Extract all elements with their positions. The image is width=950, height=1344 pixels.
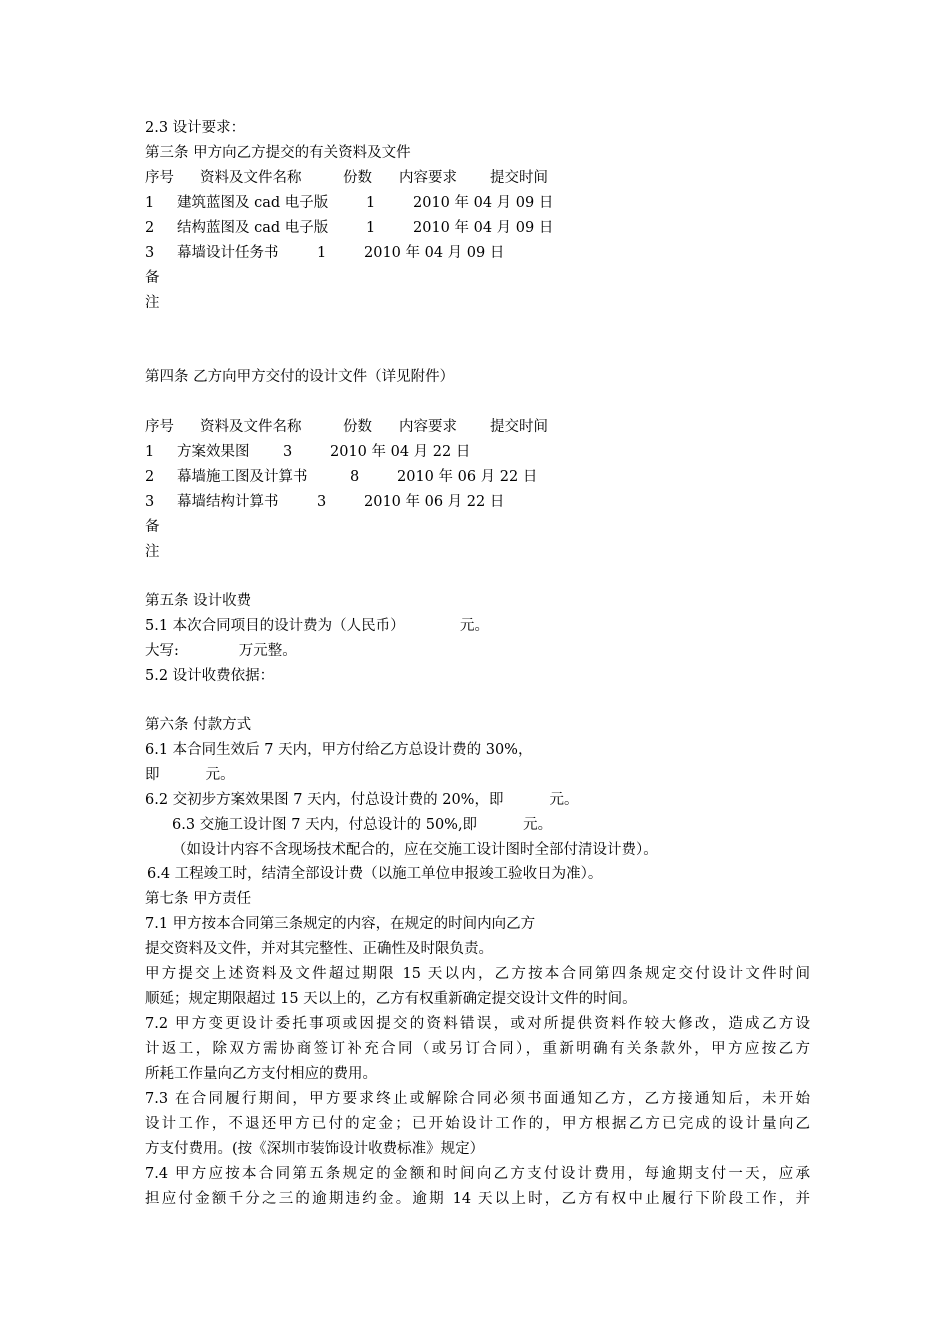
- paragraph-line: 7.4 甲方应按本合同第五条规定的金额和时间向乙方支付设计费用，每逾期支付一天，应承: [145, 1166, 810, 1182]
- col-header-content: 内容要求: [399, 419, 457, 435]
- remark-label: 备: [145, 519, 160, 535]
- remark-label: 注: [145, 544, 160, 560]
- paragraph-line: 顺延；规定期限超过 15 天以上的，乙方有权重新确定提交设计文件的时间。: [145, 991, 637, 1007]
- row-date: 2010 年 04 月 22 日: [330, 444, 471, 460]
- text-line: 即 元。: [145, 767, 235, 783]
- row-qty: 1: [366, 220, 376, 236]
- row-date: 2010 年 06 月 22 日: [364, 494, 505, 510]
- paragraph-line: 设计工作，不退还甲方已付的定金；已开始设计工作的，甲方根据乙方已完成的设计量向乙: [145, 1116, 810, 1132]
- paragraph-line: 7.3 在合同履行期间，甲方要求终止或解除合同必须书面通知乙方，乙方接通知后，未开始: [145, 1091, 810, 1107]
- col-header-name: 资料及文件名称: [200, 170, 302, 186]
- row-no: 3: [145, 494, 155, 510]
- col-header-content: 内容要求: [399, 170, 457, 186]
- paragraph-line: 担应付金额千分之三的逾期违约金。逾期 14 天以上时，乙方有权中止履行下阶段工作，并: [145, 1191, 810, 1207]
- row-qty: 1: [317, 245, 327, 261]
- article-5-title: 第五条 设计收费: [145, 593, 252, 609]
- row-name: 幕墙设计任务书: [177, 245, 279, 261]
- text-line: 5.1 本次合同项目的设计费为（人民币） 元。: [145, 618, 489, 634]
- row-no: 1: [145, 195, 155, 211]
- text-line: 提交资料及文件，并对其完整性、正确性及时限负责。: [145, 941, 493, 957]
- paragraph-line: 7.2 甲方变更设计委托事项或因提交的资料错误，或对所提供资料作较大修改，造成乙方设: [145, 1016, 810, 1032]
- text-line: 5.2 设计收费依据：: [145, 668, 275, 684]
- col-header-date: 提交时间: [490, 170, 548, 186]
- text-line: （如设计内容不含现场技术配合的，应在交施工设计图时全部付清设计费）。: [172, 842, 658, 858]
- row-name: 结构蓝图及 cad 电子版: [177, 220, 329, 236]
- row-qty: 1: [366, 195, 376, 211]
- text-line: 大写: 万元整。: [145, 643, 297, 659]
- row-no: 3: [145, 245, 155, 261]
- article-7-title: 第七条 甲方责任: [145, 891, 252, 907]
- row-no: 1: [145, 444, 155, 460]
- row-date: 2010 年 04 月 09 日: [413, 220, 554, 236]
- article-3-title: 第三条 甲方向乙方提交的有关资料及文件: [145, 145, 411, 161]
- row-date: 2010 年 04 月 09 日: [364, 245, 505, 261]
- paragraph-line: 甲方提交上述资料及文件超过期限 15 天以内，乙方按本合同第四条规定交付设计文件时间: [145, 966, 810, 982]
- text-line: 7.1 甲方按本合同第三条规定的内容，在规定的时间内向乙方: [145, 916, 536, 932]
- col-header-date: 提交时间: [490, 419, 548, 435]
- row-name: 幕墙施工图及计算书: [177, 469, 308, 485]
- text-line: 6.1 本合同生效后 7 天内，甲方付给乙方总设计费的 30%，: [145, 742, 533, 758]
- row-date: 2010 年 04 月 09 日: [413, 195, 554, 211]
- article-6-title: 第六条 付款方式: [145, 717, 252, 733]
- row-name: 方案效果图: [177, 444, 250, 460]
- text-line: 6.4 工程竣工时，结清全部设计费（以施工单位申报竣工验收日为准）。: [147, 866, 603, 882]
- row-name: 建筑蓝图及 cad 电子版: [177, 195, 329, 211]
- text-line: 6.3 交施工设计图 7 天内，付总设计的 50%,即 元。: [172, 817, 553, 833]
- paragraph-line: 所耗工作量向乙方支付相应的费用。: [145, 1066, 377, 1082]
- row-date: 2010 年 06 月 22 日: [397, 469, 538, 485]
- row-qty: 3: [283, 444, 293, 460]
- col-header-name: 资料及文件名称: [200, 419, 302, 435]
- row-no: 2: [145, 220, 155, 236]
- row-name: 幕墙结构计算书: [177, 494, 279, 510]
- row-no: 2: [145, 469, 155, 485]
- remark-label: 备: [145, 270, 160, 286]
- row-qty: 8: [350, 469, 360, 485]
- text-line: 6.2 交初步方案效果图 7 天内，付总设计费的 20%，即 元。: [145, 792, 579, 808]
- col-header-no: 序号: [145, 170, 174, 186]
- article-4-title: 第四条 乙方向甲方交付的设计文件（详见附件）: [145, 369, 455, 385]
- row-qty: 3: [317, 494, 327, 510]
- paragraph-line: 计返工，除双方需协商签订补充合同（或另订合同），重新明确有关条款外，甲方应按乙方: [145, 1041, 810, 1057]
- section-2-3-heading: 2.3 设计要求：: [145, 120, 246, 136]
- remark-label: 注: [145, 295, 160, 311]
- col-header-qty: 份数: [343, 419, 372, 435]
- col-header-no: 序号: [145, 419, 174, 435]
- col-header-qty: 份数: [343, 170, 372, 186]
- paragraph-line: 方支付费用。(按《深圳市装饰设计收费标准》规定）: [145, 1141, 485, 1157]
